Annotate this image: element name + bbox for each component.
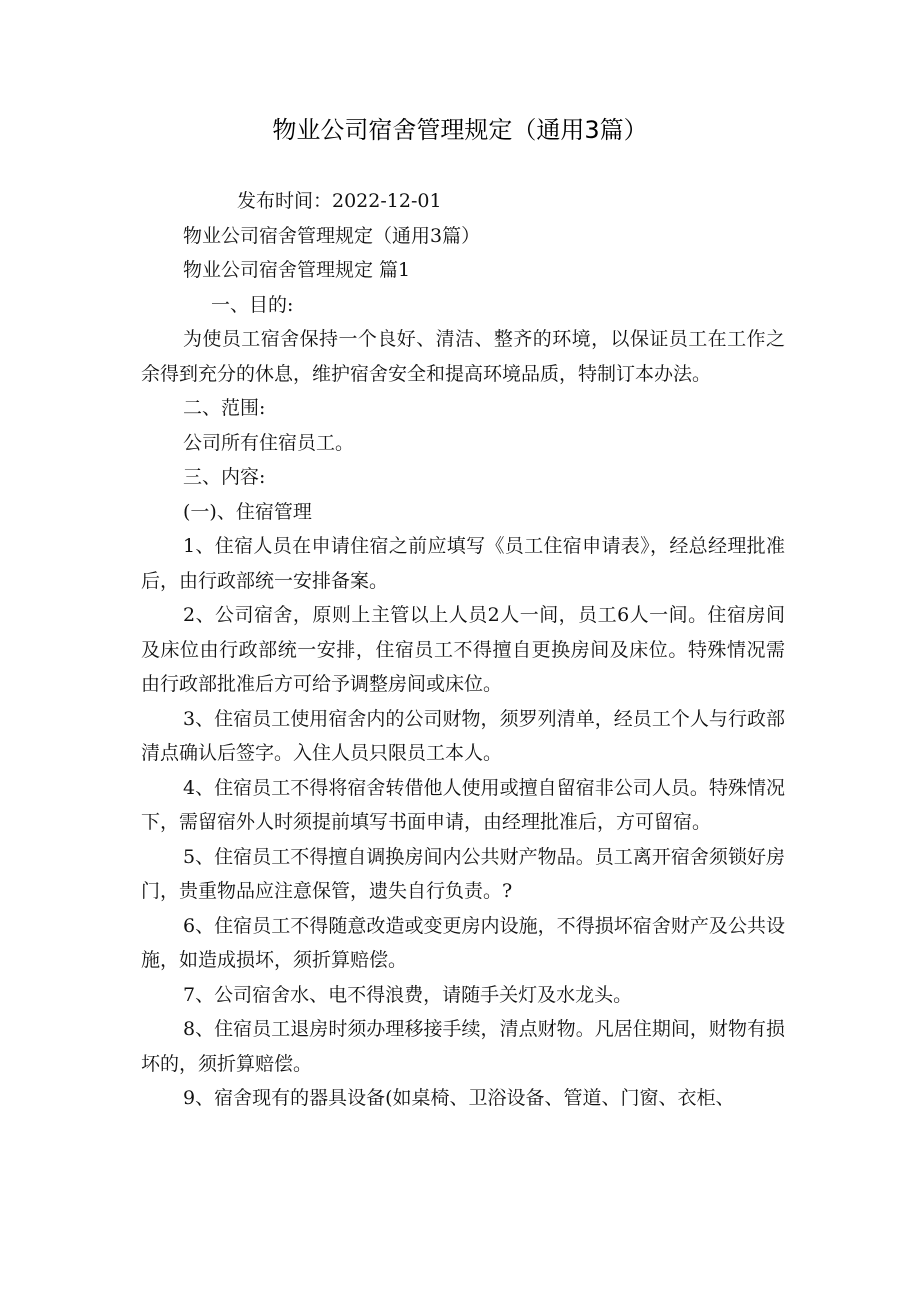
rule-item: 3、住宿员工使用宿舍内的公司财物，须罗列清单，经员工个人与行政部清点确认后签字。入住人员只限员工本人。 xyxy=(141,707,785,764)
scope-heading: 二、范围: xyxy=(183,397,266,419)
rule-item: 4、住宿员工不得将宿舍转借他人使用或擅自留宿非公司人员。特殊情况下，需留宿外人时须提前填写书面申请，由经理批准后，方可留宿。 xyxy=(141,776,785,833)
sub-heading: (一)、住宿管理 xyxy=(183,500,312,523)
purpose-heading: 一、目的: xyxy=(211,293,294,316)
rule-item: 9、宿舍现有的器具设备(如桌椅、卫浴设备、管道、门窗、衣柜、 xyxy=(183,1087,735,1109)
rule-item: 6、住宿员工不得随意改造或变更房内设施，不得损坏宿舍财产及公共设施，如造成损坏，须折算赔偿。 xyxy=(141,914,785,971)
rule-item: 1、住宿人员在申请住宿之前应填写《员工住宿申请表》，经总经理批准后，由行政部统一安排备案。 xyxy=(141,535,785,592)
content-heading: 三、内容: xyxy=(183,466,266,488)
scope-text: 公司所有住宿员工。 xyxy=(183,431,355,454)
purpose-text: 为使员工宿舍保持一个良好、清洁、整齐的环境，以保证员工在工作之余得到充分的休息，维护宿舍安全和提高环境品质，特制订本办法。 xyxy=(141,328,785,385)
section-heading: 物业公司宿舍管理规定 篇1 xyxy=(183,259,411,281)
document-body xyxy=(141,184,785,1116)
rule-item: 7、公司宿舍水、电不得浪费，请随手关灯及水龙头。 xyxy=(183,983,633,1006)
rule-item: 5、住宿员工不得擅自调换房间内公共财产物品。员工离开宿舍须锁好房门，贵重物品应注意保管，遗失自行负责。? xyxy=(141,845,785,902)
rule-item: 8、住宿员工退房时须办理移接手续，清点财物。凡居住期间，财物有损坏的，须折算赔偿。 xyxy=(141,1018,785,1075)
publish-date: 发布时间：2022-12-01 xyxy=(237,190,442,212)
document-subtitle: 物业公司宿舍管理规定（通用3篇） xyxy=(183,224,481,247)
rule-item: 2、公司宿舍，原则上主管以上人员2人一间，员工6人一间。住宿房间及床位由行政部统一安排，住宿员工不得擅自更换房间及床位。特殊情况需由行政部批准后方可给予调整房间或床位。 xyxy=(141,604,785,695)
document-title: 物业公司宿舍管理规定（通用3篇） xyxy=(272,116,648,144)
